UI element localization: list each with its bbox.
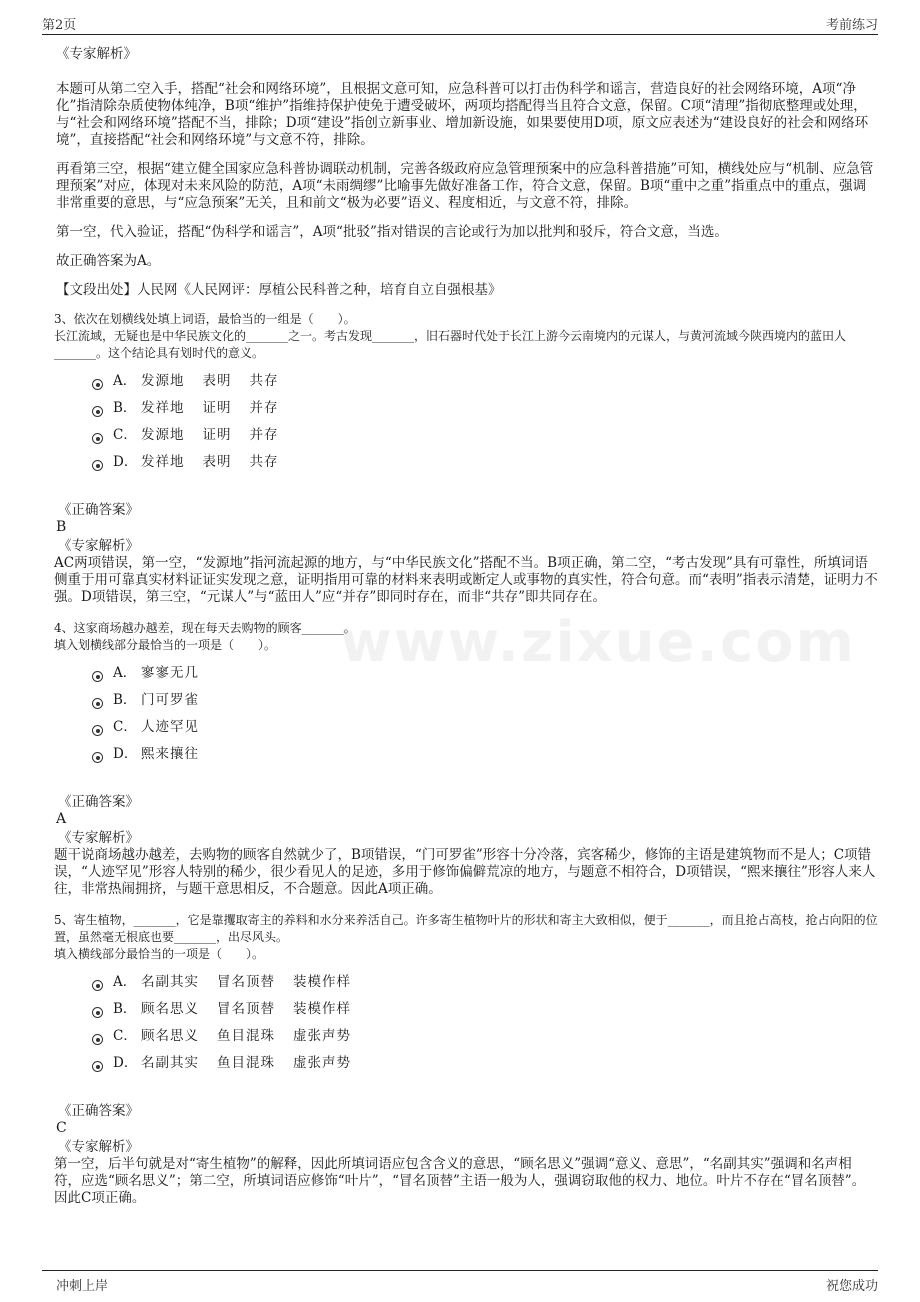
radio-icon[interactable]	[92, 698, 103, 709]
answer-value: B	[56, 519, 67, 535]
footer-left-text: 冲刺上岸	[56, 1279, 109, 1294]
option-c[interactable]: C． 人迹罕见	[92, 714, 878, 741]
question-3	[54, 311, 878, 606]
analysis-paragraph: 本题可从第二空入手，搭配“社会和网络环境”，且根据文意可知，应急科普可以打击伪科学和谣言，营造良好的社会网络环境，A项“净化”指清除杂质使物体纯净，B项“维护”指维持保护使免于遭受破坏，两项均搭配得当且符合文意，保留。C项“清理”指彻底整理或处理，与“社会和网络环境”搭配不当，排除；D项“建设”指创立新事业、增加新设施，如果要使用D项，原文应表述为“建设良好的社会和网络环境”，直接搭配“社会和网络环境”与文意不符，排除。	[56, 81, 869, 148]
question-stem: 4、这家商场越办越差，现在每天去购物的顾客_______。	[54, 621, 356, 635]
analysis-label: 《专家解析》	[56, 46, 137, 62]
page-footer	[42, 1270, 878, 1293]
page-header	[42, 12, 878, 35]
option-list	[92, 368, 878, 476]
option-a[interactable]: A． 名副其实 冒名顶替 装模作样	[92, 969, 878, 996]
option-d[interactable]: D． 名副其实 鱼目混珠 虚张声势	[92, 1050, 878, 1077]
document-body	[54, 40, 878, 1207]
footer-right-text: 祝您成功	[825, 1279, 878, 1294]
option-list	[92, 660, 878, 768]
radio-icon[interactable]	[92, 433, 103, 444]
option-d[interactable]: D． 发祥地 表明 共存	[92, 449, 878, 476]
option-b[interactable]: B． 发祥地 证明 并存	[92, 395, 878, 422]
option-b[interactable]: B． 门可罗雀	[92, 687, 878, 714]
analysis-conclusion: 故正确答案为A。	[56, 253, 161, 269]
radio-icon[interactable]	[92, 980, 103, 991]
radio-icon[interactable]	[92, 1034, 103, 1045]
radio-icon[interactable]	[92, 752, 103, 763]
question-stem: 3、依次在划横线处填上词语，最恰当的一组是（ ）。	[54, 312, 356, 326]
explanation-label: 《专家解析》	[58, 830, 139, 846]
radio-icon[interactable]	[92, 460, 103, 471]
question-passage: 长江流域，无疑也是中华民族文化的_______之一。考古发现_______，旧石器时代处于长江上游今云南境内的元谋人，与黄河流域今陕西境内的蓝田人_______。这个结论具有划时代的意义。	[54, 329, 847, 360]
option-c[interactable]: C． 顾名思义 鱼目混珠 虚张声势	[92, 1023, 878, 1050]
explanation-text: 第一空，后半句就是对“寄生植物”的解释，因此所填词语应包含含义的意思，“顾名思义”强调“意义、意思”，“名副其实”强调和名声相符，应选“顾名思义”；第二空，所填词语应修饰“叶片”，“冒名顶替”主语一般为人，强调窃取他的权力、地位。叶片不存在“冒名顶替”。因此C项正确。	[54, 1156, 866, 1206]
radio-icon[interactable]	[92, 671, 103, 682]
question-4	[54, 620, 878, 898]
analysis-paragraph: 第一空，代入验证，搭配“伪科学和谣言”，A项“批驳”指对错误的言论或行为加以批判和驳斥，符合文意，当选。	[56, 224, 728, 240]
answer-label: 《正确答案》	[58, 1103, 139, 1119]
source-citation: 【文段出处】人民网《人民网评：厚植公民科普之种，培育自立自强根基》	[56, 282, 502, 298]
page-number: 第2页	[42, 18, 77, 33]
option-a[interactable]: A． 发源地 表明 共存	[92, 368, 878, 395]
option-list	[92, 969, 878, 1077]
option-a[interactable]: A． 寥寥无几	[92, 660, 878, 687]
top-analysis	[54, 46, 878, 299]
question-stem: 5、寄生植物，_______，它是靠攫取寄主的养料和水分来养活自己。许多寄生植物叶片的形状和寄主大致相似，便于_______，而且抢占高枝，抢占向阳的位置，虽然毫无根底也要_______，出尽风头。	[54, 913, 878, 944]
answer-label: 《正确答案》	[58, 502, 139, 518]
question-5	[54, 912, 878, 1207]
radio-icon[interactable]	[92, 379, 103, 390]
option-d[interactable]: D． 熙来攘往	[92, 741, 878, 768]
header-title: 考前练习	[825, 18, 878, 33]
answer-value: C	[56, 1120, 67, 1136]
watermark: www.zixue.com	[340, 610, 856, 675]
explanation-text: 题干说商场越办越差，去购物的顾客自然就少了，B项错误，“门可罗雀”形容十分冷落，宾客稀少，修饰的主语是建筑物而不是人；C项错误，“人迹罕见”形容人特别的稀少，很少看见人的足迹，多用于修饰偏僻荒凉的地方，与题意不相符合，D项错误，“熙来攘往”形容人来人往，非常热闹拥挤，与题干意思相反，不合题意。因此A项正确。	[54, 847, 876, 897]
question-passage: 填入横线部分最恰当的一项是（ ）。	[54, 947, 265, 961]
radio-icon[interactable]	[92, 406, 103, 417]
option-b[interactable]: B． 顾名思义 冒名顶替 装模作样	[92, 996, 878, 1023]
radio-icon[interactable]	[92, 1007, 103, 1018]
analysis-paragraph: 再看第三空，根据“建立健全国家应急科普协调联动机制，完善各级政府应急管理预案中的应急科普措施”可知，横线处应与“机制、应急管理预案”对应，体现对未来风险的防范，A项“未雨绸缪”比喻事先做好准备工作，符合文意，保留。B项“重中之重”指重点中的重点，强调非常重要的意思，与“应急预案”无关，且和前文“极为必要”语义、程度相近，与文意不符，排除。	[56, 161, 874, 211]
question-passage: 填入划横线部分最恰当的一项是（ ）。	[54, 638, 277, 652]
explanation-text: AC两项错误，第一空，“发源地”指河流起源的地方，与“中华民族文化”搭配不当。B项正确，第二空，“考古发现”具有可靠性，所填词语侧重于用可靠真实材料证证实发现之意，证明指用可靠的材料来表明或断定人或事物的真实性，符合句意。而“表明”指表示清楚，证明力不强。D项错误，第三空，“元谋人”与“蓝田人”应“并存”即同时存在，而非“共存”即共同存在。	[54, 555, 878, 605]
option-c[interactable]: C． 发源地 证明 并存	[92, 422, 878, 449]
explanation-label: 《专家解析》	[58, 538, 139, 554]
answer-label: 《正确答案》	[58, 794, 139, 810]
radio-icon[interactable]	[92, 1061, 103, 1072]
answer-value: A	[56, 811, 67, 827]
radio-icon[interactable]	[92, 725, 103, 736]
explanation-label: 《专家解析》	[58, 1139, 139, 1155]
